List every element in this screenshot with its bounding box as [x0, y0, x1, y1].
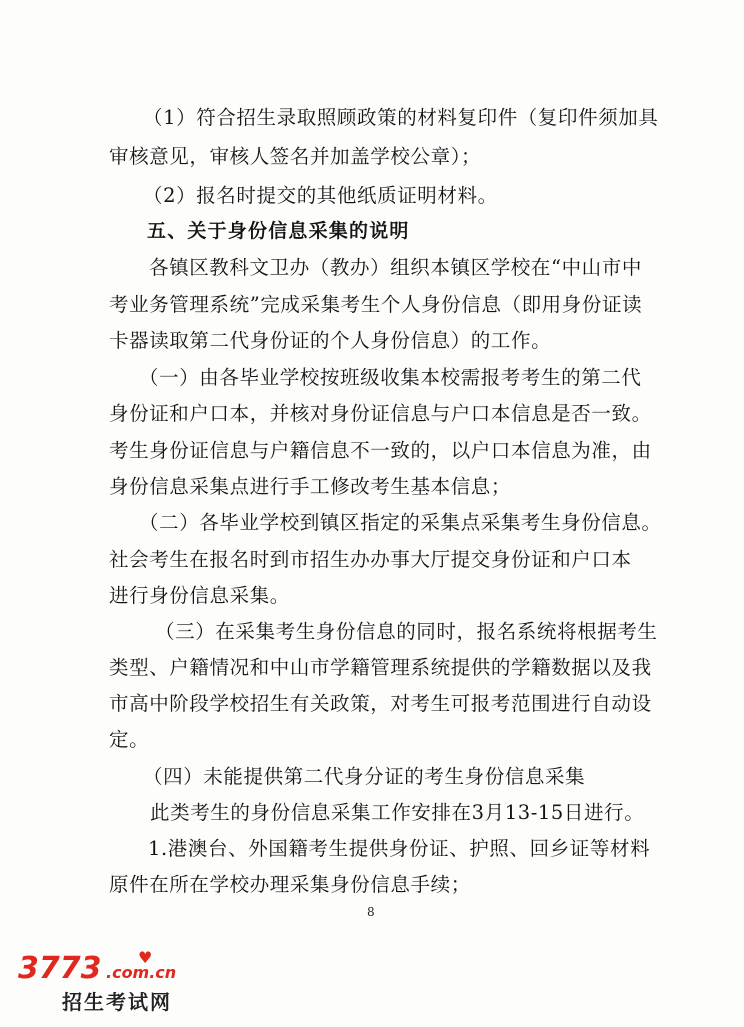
- text-line-1: （1）符合招生录取照顾政策的材料复印件（复印件须加具: [143, 106, 659, 129]
- text-line-22: 原件在所在学校办理采集身份信息手续；: [109, 873, 471, 896]
- page-number: 8: [367, 905, 375, 919]
- text-line-17: 市高中阶段学校招生有关政策，对考生可报考范围进行自动设: [109, 692, 652, 715]
- text-line-18: 定。: [109, 728, 150, 751]
- heart-icon: ♥: [138, 948, 153, 967]
- text-line-11: 身份信息采集点进行手工修改考生基本信息；: [109, 475, 512, 498]
- watermark-number: 3773: [18, 951, 102, 986]
- section-heading-five: 五、关于身份信息采集的说明: [147, 220, 410, 242]
- watermark-subtitle: 招生考试网: [62, 990, 172, 1014]
- text-line-5: 各镇区教科文卫办（教办）组织本镇区学校在“中山市中: [149, 256, 642, 279]
- text-line-8: （一）由各毕业学校按班级收集本校需报考考生的第二代: [139, 366, 642, 389]
- watermark-domain: .com.cn: [106, 963, 177, 982]
- text-line-20: 此类考生的身份信息采集工作安排在3月13-15日进行。: [150, 801, 645, 824]
- text-line-19: （四）未能提供第二代身分证的考生身份信息采集: [143, 765, 586, 788]
- text-line-15: （三）在采集考生身份信息的同时，报名系统将根据考生: [155, 620, 658, 643]
- text-line-7: 卡器读取第二代身份证的个人身份信息）的工作。: [109, 329, 552, 352]
- site-watermark-logo: [0, 944, 210, 1027]
- text-line-16: 类型、户籍情况和中山市学籍管理系统提供的学籍数据以及我: [109, 656, 652, 679]
- text-line-9: 身份证和户口本，并核对身份证信息与户口本信息是否一致。: [109, 402, 652, 425]
- text-line-14: 进行身份信息采集。: [109, 584, 290, 607]
- text-line-21: 1.港澳台、外国籍考生提供身份证、护照、回乡证等材料: [148, 837, 651, 860]
- text-line-13: 社会考生在报名时到市招生办办事大厅提交身份证和户口本: [109, 548, 632, 571]
- text-line-3: （2）报名时提交的其他纸质证明材料。: [143, 184, 498, 207]
- text-line-6: 考业务管理系统”完成采集考生个人身份信息（即用身份证读: [109, 293, 643, 316]
- text-line-2: 审核意见，审核人签名并加盖学校公章）；: [109, 145, 482, 168]
- text-line-10: 考生身份证信息与户籍信息不一致的，以户口本信息为准，由: [109, 439, 652, 462]
- text-line-12: （二）各毕业学校到镇区指定的采集点采集考生身份信息。: [139, 511, 662, 534]
